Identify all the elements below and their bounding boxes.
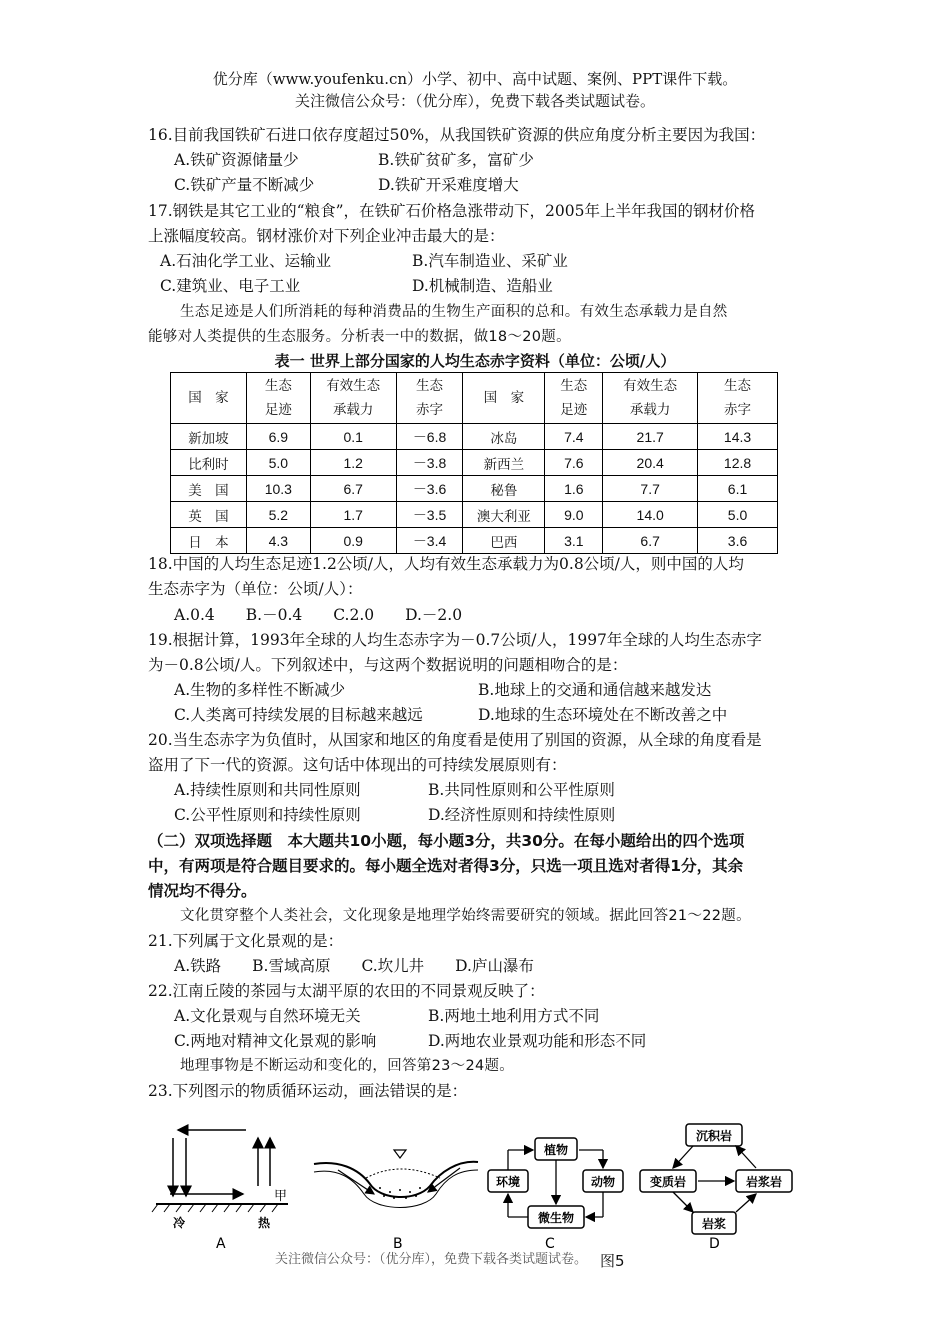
cell-footprint: 10.3 [246,476,310,502]
label-microbe: 微生物 [537,1211,575,1225]
cell-deficit: 5.0 [698,502,778,528]
label-hot: 热 [258,1216,271,1230]
label-igneous: 岩浆岩 [745,1175,783,1189]
cell-deficit: －3.4 [396,528,463,554]
header-footprint [246,373,310,424]
cell-deficit: 14.3 [698,424,778,450]
q16-option-b: B.铁矿贫矿多，富矿少 [378,151,534,169]
section-2-line-3: 情况均不得分。 [148,882,257,900]
cell-deficit: －3.6 [396,476,463,502]
q19-option-a: A.生物的多样性不断减少 [174,681,346,699]
header-deficit [396,373,463,424]
q16-option-d: D.铁矿开采难度增大 [378,176,519,194]
header-line-1: 优分库（www.youfenku.cn）小学、初中、高中试题、案例、PPT课件下载。 [212,70,738,88]
header-country-2: 国 家 [463,373,545,424]
q17-option-a: A.石油化学工业、运输业 [160,252,332,270]
q19-option-d: D.地球的生态环境处在不断改善之中 [478,706,728,724]
arrow-igneous-to-sed [736,1146,756,1168]
ground-hatch [152,1204,278,1212]
cell-footprint: 9.0 [545,502,603,528]
cell-capacity: 20.4 [603,450,698,476]
cell-footprint: 4.3 [246,528,310,554]
q18-stem-1: 18.中国的人均生态足迹1.2公顷/人，人均有效生态承载力为0.8公顷/人，则中国的人均 [148,555,744,573]
section-2-line-1: （二）双项选择题 本大题共10小题，每小题3分，共30分。在每小题给出的四个选项 [148,832,745,850]
header-capacity-b-1: 有效生态 [623,378,678,394]
cell-country: 日 本 [171,528,247,554]
cell-country: 巴西 [463,528,545,554]
cell-deficit: －3.5 [396,502,463,528]
table-row [171,424,778,450]
cell-country: 秘鲁 [463,476,545,502]
panel-c-ecosystem-cycle [488,1138,623,1252]
table-title: 表一 世界上部分国家的人均生态赤字资料（单位：公顷/人） [274,352,676,370]
cell-footprint: 5.0 [246,450,310,476]
header-deficit-b-1: 生态 [724,378,752,394]
figure-caption: 图5 [600,1252,625,1270]
q20-option-d: D.经济性原则和持续性原则 [428,806,616,824]
label-animal: 动物 [590,1175,616,1189]
passage-2: 文化贯穿整个人类社会，文化现象是地理学始终需要研究的领域。据此回答21～22题。 [180,908,751,924]
cell-deficit: －6.8 [396,424,463,450]
q19-stem-2: 为－0.8公顷/人。下列叙述中，与这两个数据说明的问题相吻合的是： [148,656,628,674]
q22-option-d: D.两地农业景观功能和形态不同 [428,1032,647,1050]
cell-capacity: 1.2 [310,450,396,476]
cell-capacity: 1.7 [310,502,396,528]
arrow-meta-to-magma [673,1192,693,1212]
cell-country: 英 国 [171,502,247,528]
passage-1-line-2: 能够对人类提供的生态服务。分析表一中的数据，做18～20题。 [148,329,571,345]
table-header-row [171,373,778,424]
header-footprint-1: 生态 [264,378,292,394]
footer-watermark: 关注微信公众号：（优分库），免费下载各类试题试卷。 [275,1252,588,1267]
q17-stem-1: 17.钢铁是其它工业的“粮食”，在铁矿石价格急涨带动下，2005年上半年我国的钢材价格 [148,202,755,220]
passage-1-line-1: 生态足迹是人们所消耗的每种消费品的生物生产面积的总和。有效生态承载力是自然 [180,304,728,320]
header-deficit-b-2: 赤字 [724,402,752,418]
cell-country: 美 国 [171,476,247,502]
q17-option-d: D.机械制造、造船业 [412,277,553,295]
header-capacity-2: 承载力 [332,402,374,418]
q16-option-a: A.铁矿资源储量少 [174,151,299,169]
q22-option-c: C.两地对精神文化景观的影响 [174,1032,377,1050]
label-d: D [709,1236,720,1252]
q17-stem-2: 上涨幅度较高。钢材涨价对下列企业冲击最大的是： [148,227,505,245]
label-magma: 岩浆 [701,1217,727,1231]
q22-option-a: A.文化景观与自然环境无关 [174,1007,361,1025]
ecological-deficit-table [170,372,778,554]
cell-capacity: 14.0 [603,502,698,528]
label-b: B [393,1236,403,1252]
q23-stem: 23.下列图示的物质循环运动，画法错误的是： [148,1082,468,1100]
label-jia: 甲 [274,1189,288,1204]
cell-footprint: 3.1 [545,528,603,554]
header-deficit-1: 生态 [416,378,444,394]
cell-country: 澳大利亚 [463,502,545,528]
header-capacity-b-2: 承载力 [629,402,671,418]
cell-capacity: 7.7 [603,476,698,502]
q17-option-c: C.建筑业、电子工业 [160,277,301,295]
q20-option-c: C.公平性原则和持续性原则 [174,806,361,824]
cell-deficit: 12.8 [698,450,778,476]
cell-capacity: 6.7 [310,476,396,502]
q19-stem-1: 19.根据计算，1993年全球的人均生态赤字为－0.7公顷/人，1997年全球的人均生态赤字 [148,631,762,649]
header-deficit-b [698,373,778,424]
header-footprint-b-2: 足迹 [560,402,588,418]
q20-option-a: A.持续性原则和共同性原则 [174,781,361,799]
arrow-magma-to-igneous [736,1194,756,1212]
header-footprint-b-1: 生态 [560,378,588,394]
header-capacity-1: 有效生态 [326,378,381,394]
cell-country: 新西兰 [463,450,545,476]
section-2-line-2: 中，有两项是符合题目要求的。每小题全选对者得3分，只选一项且选对者得1分，其余 [148,857,744,875]
label-c: C [545,1236,555,1252]
panel-a-atmospheric-circulation [152,1130,288,1252]
passage-3: 地理事物是不断运动和变化的，回答第23～24题。 [180,1058,515,1074]
label-a: A [216,1236,226,1252]
cell-footprint: 7.4 [545,424,603,450]
panel-d-rock-cycle [640,1124,792,1252]
table-row [171,450,778,476]
header-line-2: 关注微信公众号：（优分库），免费下载各类试题试卷。 [294,92,655,110]
q21-options: A.铁路 B.雪域高原 C.坎儿井 D.庐山瀑布 [174,957,534,975]
header-capacity-b [603,373,698,424]
water-table [366,1169,440,1178]
cell-deficit: 6.1 [698,476,778,502]
cell-capacity: 0.9 [310,528,396,554]
cell-footprint: 5.2 [246,502,310,528]
table-row [171,476,778,502]
header-footprint-2: 足迹 [264,402,292,418]
table-row [171,502,778,528]
cell-deficit: 3.6 [698,528,778,554]
cell-country: 比利时 [171,450,247,476]
cell-footprint: 7.6 [545,450,603,476]
cell-country: 新加坡 [171,424,247,450]
q19-option-b: B.地球上的交通和通信越来越发达 [478,681,712,699]
channel-profile [314,1162,478,1197]
header-country: 国 家 [171,373,247,424]
cell-footprint: 1.6 [545,476,603,502]
cell-capacity: 0.1 [310,424,396,450]
arrow-sed-to-meta [673,1146,693,1168]
header-footprint-b [545,373,603,424]
q20-stem-1: 20.当生态赤字为负值时，从国家和地区的角度看是使用了别国的资源，从全球的角度看是 [148,731,762,749]
label-environment: 环境 [495,1175,521,1189]
channel-bed [314,1170,478,1208]
q22-stem: 22.江南丘陵的茶园与太湖平原的农田的不同景观反映了： [148,982,545,1000]
table-row [171,528,778,554]
cell-capacity: 6.7 [603,528,698,554]
header-deficit-2: 赤字 [416,402,444,418]
panel-b-groundwater [314,1150,478,1252]
figure-5 [148,1108,808,1253]
q18-options: A.0.4 B.－0.4 C.2.0 D.－2.0 [174,606,463,624]
q16-option-c: C.铁矿产量不断减少 [174,176,315,194]
q19-option-c: C.人类离可持续发展的目标越来越远 [174,706,423,724]
q17-option-b: B.汽车制造业、采矿业 [412,252,568,270]
water-level-marker [394,1150,406,1158]
header-capacity [310,373,396,424]
label-cold: 冷 [173,1216,186,1230]
q20-option-b: B.共同性原则和公平性原则 [428,781,615,799]
label-sedimentary: 沉积岩 [695,1129,733,1143]
cell-deficit: －3.8 [396,450,463,476]
label-plant: 植物 [543,1143,569,1157]
label-metamorphic: 变质岩 [649,1175,687,1189]
q16-stem: 16.目前我国铁矿石进口依存度超过50%，从我国铁矿资源的供应角度分析主要因为我国： [148,126,766,144]
q18-stem-2: 生态赤字为（单位：公顷/人）： [148,580,363,598]
cell-capacity: 21.7 [603,424,698,450]
q21-stem: 21.下列属于文化景观的是： [148,932,344,950]
q22-option-b: B.两地土地利用方式不同 [428,1007,600,1025]
cell-country: 冰岛 [463,424,545,450]
q20-stem-2: 盗用了下一代的资源。这句话中体现出的可持续发展原则有： [148,756,567,774]
cell-footprint: 6.9 [246,424,310,450]
